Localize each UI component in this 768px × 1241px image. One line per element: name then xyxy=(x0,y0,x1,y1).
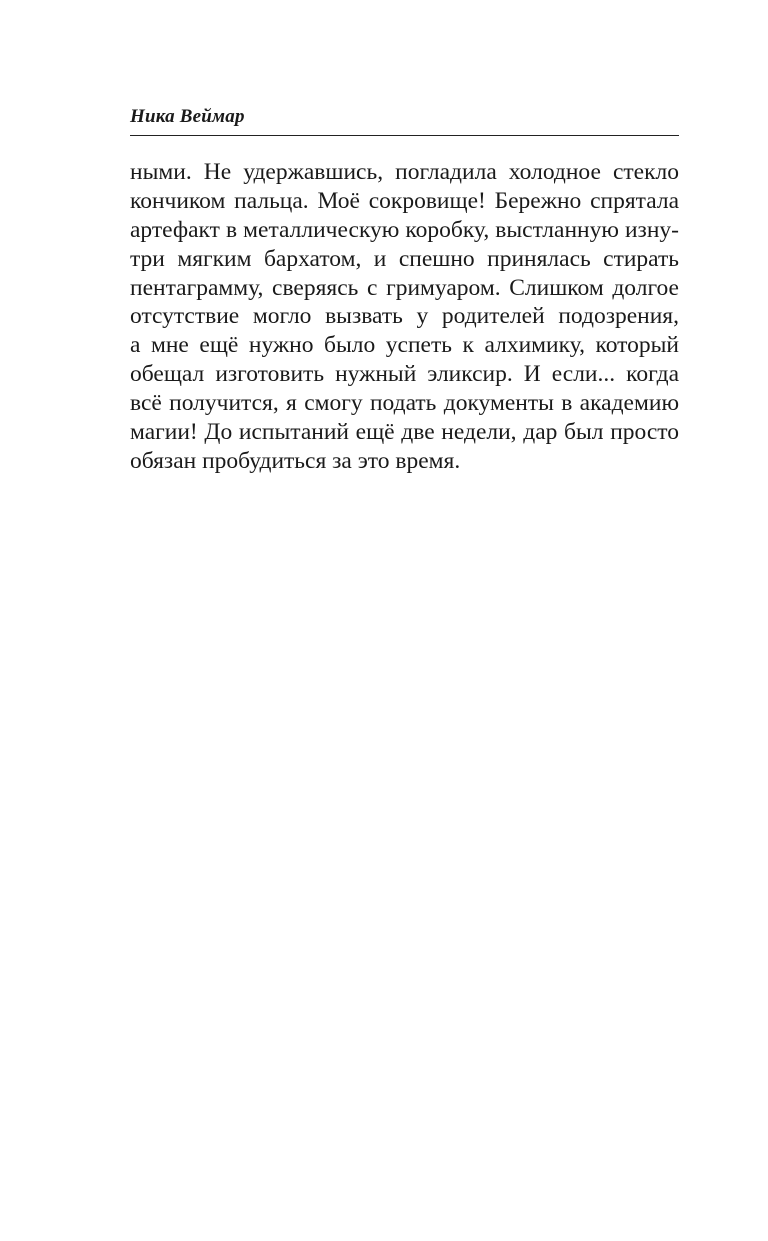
running-head-author: Ника Веймар xyxy=(130,106,245,127)
text-line: ными. Не удержавшись, погладила холодное стекло xyxy=(130,159,679,185)
text-line: магии! До испытаний ещё две недели, дар был просто xyxy=(130,419,679,446)
text-line: кончиком пальца. Моё сокровище! Бережно спрятала xyxy=(130,187,679,214)
text-line: три мягким бархатом, и спешно принялась стирать xyxy=(130,245,679,272)
body-text xyxy=(130,158,679,476)
running-head xyxy=(130,105,679,136)
text-line: артефакт в металлическую коробку, выстланную изну- xyxy=(130,216,679,243)
text-line: отсутствие могло вызвать у родителей подозрения, xyxy=(130,303,679,330)
text-line: а мне ещё нужно было успеть к алхимику, который xyxy=(130,332,679,359)
text-line: пентаграмму, сверяясь с гримуаром. Слишком долгое xyxy=(130,274,679,301)
text-line: всё получится, я смогу подать документы в академию xyxy=(130,390,679,417)
text-line: обещал изготовить нужный эликсир. И если... когда xyxy=(130,361,679,388)
text-line: обязан пробудиться за это время. xyxy=(130,447,461,474)
